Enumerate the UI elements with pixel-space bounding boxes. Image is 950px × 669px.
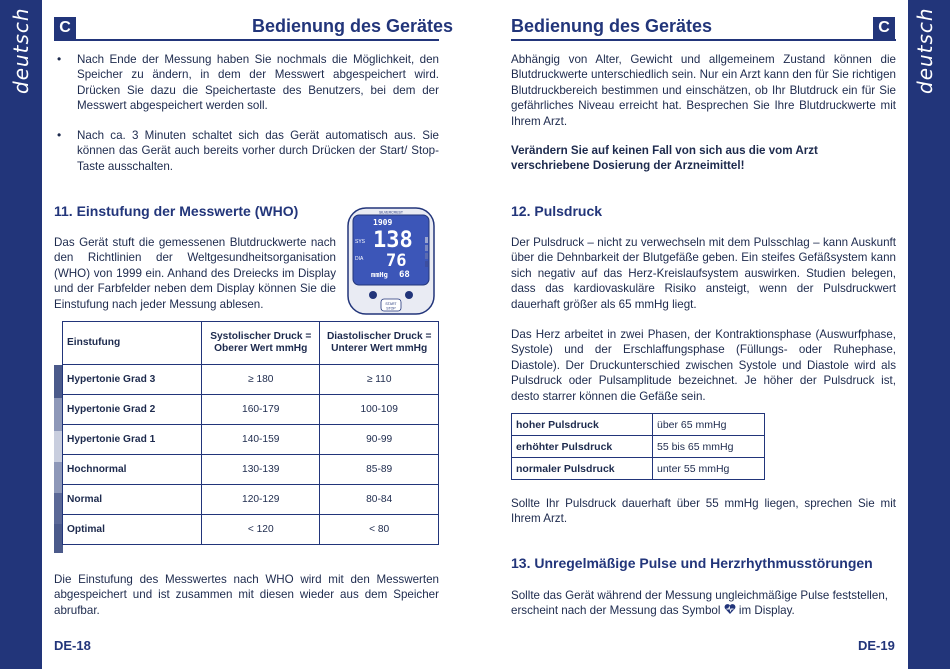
table-row bbox=[63, 425, 439, 455]
device-time: 1909 bbox=[373, 218, 393, 227]
table-cell: hoher Pulsdruck bbox=[512, 414, 653, 436]
section-11-title: 11. Einstufung der Messwerte (WHO) bbox=[54, 203, 299, 219]
table-row bbox=[63, 365, 439, 395]
right-language-tab: deutsch bbox=[913, 7, 937, 94]
table-cell: Normal bbox=[63, 485, 202, 515]
who-footer-text: Die Einstufung des Messwertes nach WHO wird mit den Messwerten abgespeichert und ist zusammen mit diesen wieder aus dem Speicher abrufbar. bbox=[54, 573, 439, 617]
device-start-label: START bbox=[385, 302, 397, 306]
right-title-rule bbox=[511, 39, 896, 41]
table-cell: 55 bis 65 mmHg bbox=[653, 436, 765, 458]
device-unit: mmHg bbox=[371, 271, 388, 279]
pulse-paragraph-3: Sollte Ihr Pulsdruck dauerhaft über 55 mmHg liegen, sprechen Sie mit Ihrem Arzt. bbox=[511, 497, 896, 526]
table-cell: ≥ 180 bbox=[202, 365, 320, 395]
left-language-tab: deutsch bbox=[9, 7, 33, 94]
arrhythmia-text-a: Sollte das Gerät während der Messung ungleichmäßige Pulse feststellen, erscheint nach der Messung das Symbol bbox=[511, 589, 889, 618]
arrhythmia-text bbox=[511, 588, 896, 619]
table-cell: Hypertonie Grad 1 bbox=[63, 425, 202, 455]
table-cell: Hypertonie Grad 3 bbox=[63, 365, 202, 395]
blood-pressure-monitor-illustration bbox=[347, 207, 435, 315]
right-side-band bbox=[908, 0, 950, 669]
right-page-title: Bedienung des Gerätes bbox=[511, 16, 713, 36]
table-cell: Hypertonie Grad 2 bbox=[63, 395, 202, 425]
device-brand: SILVERCREST bbox=[378, 210, 404, 215]
who-classification-table bbox=[62, 321, 439, 545]
intro-text: Abhängig von Alter, Gewicht und allgemeinem Zustand können die Blutdruckwerte unterschiedlich sein. Nur ein Arzt kann den für Sie richtigen Blutdruckbereich bestimmen und einschätzen, ob Ihr Blutdruck ein für Sie gefährliches Niveau erreicht hat. Besprechen Sie Ihre Blutdruckwerte mit Ihrem Arzt. bbox=[511, 53, 896, 128]
left-page-title: Bedienung des Gerätes bbox=[252, 16, 454, 36]
memory-button-1[interactable] bbox=[369, 291, 377, 299]
left-side-band bbox=[0, 0, 42, 669]
table-cell: erhöhter Pulsdruck bbox=[512, 436, 653, 458]
table-header: Einstufung bbox=[63, 322, 202, 365]
table-row bbox=[63, 455, 439, 485]
pulse-pressure-table bbox=[511, 413, 765, 480]
right-chapter-letter: C bbox=[873, 17, 895, 39]
table-cell: ≥ 110 bbox=[320, 365, 439, 395]
device-dia-label: DIA bbox=[355, 256, 364, 262]
table-cell: < 80 bbox=[320, 515, 439, 545]
bullet-marker: • bbox=[57, 128, 62, 142]
table-cell: unter 55 mmHg bbox=[653, 458, 765, 480]
table-cell: 85-89 bbox=[320, 455, 439, 485]
bullet-marker: • bbox=[57, 52, 62, 66]
table-cell: 160-179 bbox=[202, 395, 320, 425]
pulse-paragraph-1: Der Pulsdruck – nicht zu verwechseln mit dem Pulsschlag – kann Auskunft über die Dehnbarkeit der Blutgefäße geben. Ein steifes Gefäßsystem kann sich negativ auf das Herz-Kreislaufsystem auswirken. Studien belegen, dass das kardiovaskuläre Risiko ansteigt, wenn der Pulsdruckwert dauerhaft größer als 65 mmHg liegt. bbox=[511, 236, 896, 311]
device-sys-label: SYS bbox=[355, 239, 366, 245]
device-stop-label: STOP bbox=[386, 306, 396, 311]
memory-button-2[interactable] bbox=[405, 291, 413, 299]
table-cell: 120-129 bbox=[202, 485, 320, 515]
bullet-text-1: Nach Ende der Messung haben Sie nochmals die Möglichkeit, den Speicher zu ändern, in dem der Messwert abgespeichert wird. Drücken Sie dazu die Speichertaste des Benutzers, bei dem der Messwert abgespeichert werden soll. bbox=[77, 53, 439, 113]
device-sys-value: 138 bbox=[373, 228, 413, 253]
table-cell: Hochnormal bbox=[63, 455, 202, 485]
table-cell: 90-99 bbox=[320, 425, 439, 455]
section-11-text: Das Gerät stuft die gemessenen Blutdruckwerte nach den Richtlinien der Weltgesundheitsorganisation (WHO) von 1999 ein. Anhand des Dreiecks im Display und der Farbfelder neben dem Display können Sie die Einstufung nach jeder Messung ablesen. bbox=[54, 236, 336, 311]
table-header: Diastolischer Druck = Unterer Wert mmHg bbox=[320, 322, 439, 365]
table-cell: 100-109 bbox=[320, 395, 439, 425]
dosage-warning: Verändern Sie auf keinen Fall von sich aus die vom Arzt verschriebene Dosierung der Arzneimittel! bbox=[511, 144, 818, 173]
table-cell: normaler Pulsdruck bbox=[512, 458, 653, 480]
table-row bbox=[512, 458, 765, 480]
table-cell: 140-159 bbox=[202, 425, 320, 455]
table-cell: < 120 bbox=[202, 515, 320, 545]
table-row bbox=[63, 515, 439, 545]
table-cell: über 65 mmHg bbox=[653, 414, 765, 436]
table-cell: 130-139 bbox=[202, 455, 320, 485]
table-row bbox=[512, 414, 765, 436]
left-title-rule bbox=[54, 39, 439, 41]
left-chapter-letter: C bbox=[54, 17, 76, 39]
pulse-paragraph-2: Das Herz arbeitet in zwei Phasen, der Kontraktionsphase (Auswurfphase, Systole) und der Erschlaffungsphase (Füllungs- oder Ruhephase, Diastole). Der Druckunterschied zwischen Systole und Diastole wird als Pulsdruck oder Pulsamplitude bezeichnet. Je höher der Pulsdruck ist, desto starrer können die Gefäße sein. bbox=[511, 328, 896, 403]
bullet-text-2: Nach ca. 3 Minuten schaltet sich das Gerät automatisch aus. Sie können das Gerät auch bereits vorher durch Drücken der Start/ Stop-Taste ausschalten. bbox=[77, 129, 439, 173]
arrhythmia-text-b: im Display. bbox=[738, 604, 795, 618]
table-row bbox=[512, 436, 765, 458]
section-13-title: 13. Unregelmäßige Pulse und Herzrhythmusstörungen bbox=[511, 555, 873, 571]
table-cell: Optimal bbox=[63, 515, 202, 545]
right-page-number: DE-19 bbox=[858, 638, 895, 653]
left-page-number: DE-18 bbox=[54, 638, 91, 653]
section-12-title: 12. Pulsdruck bbox=[511, 203, 603, 219]
table-row bbox=[63, 395, 439, 425]
table-cell: 80-84 bbox=[320, 485, 439, 515]
device-pulse-value: 68 bbox=[399, 270, 410, 280]
table-header: Systolischer Druck = Oberer Wert mmHg bbox=[202, 322, 320, 365]
device-dia-value: 76 bbox=[386, 251, 407, 271]
table-row bbox=[63, 485, 439, 515]
irregular-heartbeat-icon bbox=[724, 603, 736, 615]
